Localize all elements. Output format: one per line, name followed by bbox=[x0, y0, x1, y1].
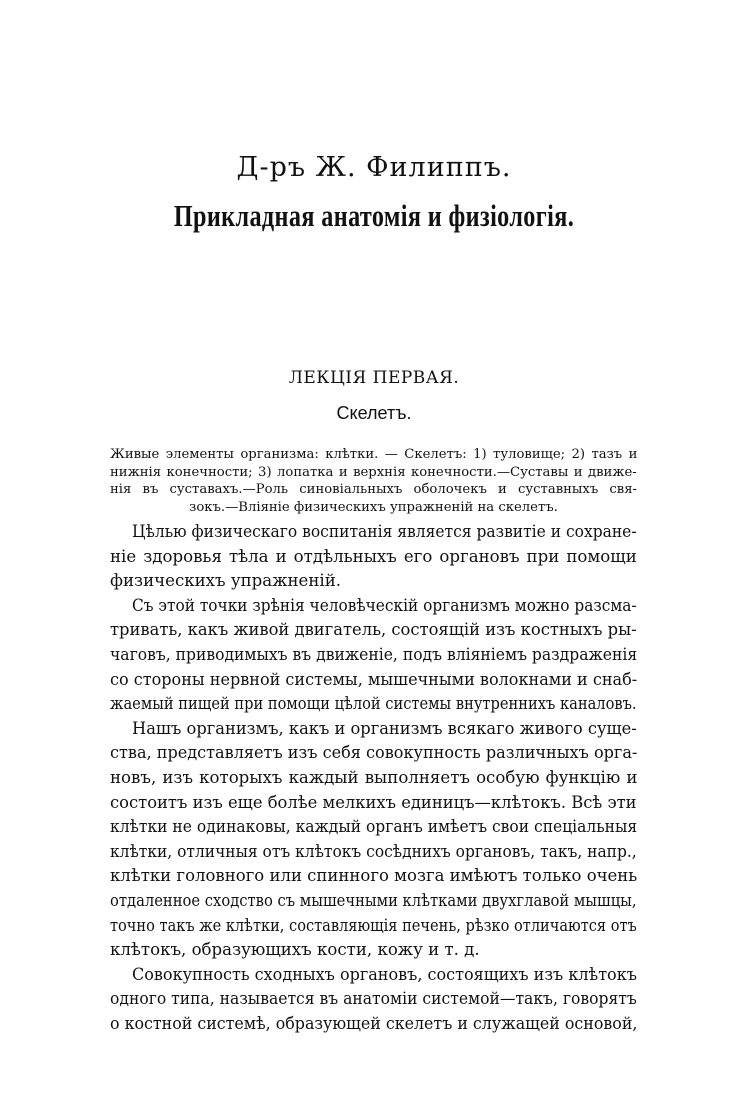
text-line: Цѣлью физическаго воспитанія является развитіе и сохране- bbox=[132, 522, 637, 541]
text-line: Нашъ организмъ, какъ и организмъ всякаго живого суще- bbox=[132, 718, 637, 738]
summary-line: Живые элементы организма: клѣтки. — Скелетъ: 1) туловище; 2) тазъ и bbox=[110, 447, 638, 462]
summary-line: зокъ.—Вліяніе физическихъ упражненій на скелетъ. bbox=[189, 499, 558, 515]
summary-line: нія въ суставахъ.—Роль синовіальныхъ оболочекъ и суставныхъ свя- bbox=[110, 482, 638, 498]
paragraph bbox=[110, 520, 637, 594]
paragraph bbox=[110, 594, 637, 717]
chapter-title: Скелетъ. bbox=[336, 403, 412, 423]
text-line: Съ этой точки зрѣнія человѣческій организмъ можно разсма- bbox=[132, 595, 637, 615]
text-line: клѣтки головного или спинного мозга имѣютъ только очень bbox=[110, 866, 638, 886]
text-line: тривать, какъ живой двигатель, состоящій изъ костныхъ ры- bbox=[110, 620, 637, 640]
text-line: чаговъ, приводимыхъ въ движеніе, подъ вліяніемъ раздраженія bbox=[110, 644, 638, 664]
text-line: жаемый пищей при помощи цѣлой системы внутреннихъ каналовъ. bbox=[110, 694, 637, 714]
chapter-summary bbox=[110, 446, 637, 516]
book-title: Прикладная анатомія и физіологія. bbox=[173, 198, 575, 233]
paragraph bbox=[110, 717, 637, 963]
summary-line: нижнія конечности; 3) лопатка и верхнія конечности.—Суставы и движе- bbox=[110, 464, 637, 480]
text-line: отдаленное сходство съ мышечными клѣтками двухглавой мышцы, bbox=[110, 890, 637, 910]
author-name: Д-ръ Ж. Филиппъ. bbox=[236, 152, 512, 183]
text-line: клѣтки, отличныя отъ клѣтокъ сосѣднихъ органовъ, такъ, напр., bbox=[110, 841, 637, 861]
text-line: со стороны нервной системы, мышечными волокнами и снаб- bbox=[110, 669, 638, 689]
lecture-heading: ЛЕКЦІЯ ПЕРВАЯ. bbox=[288, 368, 460, 388]
paragraph bbox=[110, 963, 637, 1037]
text-line: ніе здоровья тѣла и отдѣльныхъ его органовъ при помощи bbox=[110, 546, 637, 566]
text-line: новъ, изъ которыхъ каждый выполняетъ особую функцію и bbox=[110, 767, 638, 787]
text-line: клѣтки не одинаковы, каждый органъ имѣетъ свои спеціальныя bbox=[110, 817, 638, 837]
text-line: точно такъ же клѣтки, составляющія печень, рѣзко отличаются отъ bbox=[110, 915, 637, 935]
text-line: состоитъ изъ еще болѣе мелкихъ единицъ—клѣтокъ. Всѣ эти bbox=[110, 792, 637, 812]
text-line: одного типа, называется въ анатоміи системой—такъ, говорятъ bbox=[110, 989, 637, 1009]
text-line: физическихъ упражненій. bbox=[110, 571, 342, 591]
text-line: клѣтокъ, образующихъ кости, кожу и т. д. bbox=[110, 940, 480, 960]
body-text bbox=[110, 520, 637, 1036]
text-line: Совокупность сходныхъ органовъ, состоящихъ изъ клѣтокъ bbox=[132, 964, 637, 984]
text-line: ства, представляетъ изъ себя совокупность различныхъ орга- bbox=[110, 743, 638, 763]
text-line: о костной системѣ, образующей скелетъ и служащей основой, bbox=[110, 1013, 638, 1033]
